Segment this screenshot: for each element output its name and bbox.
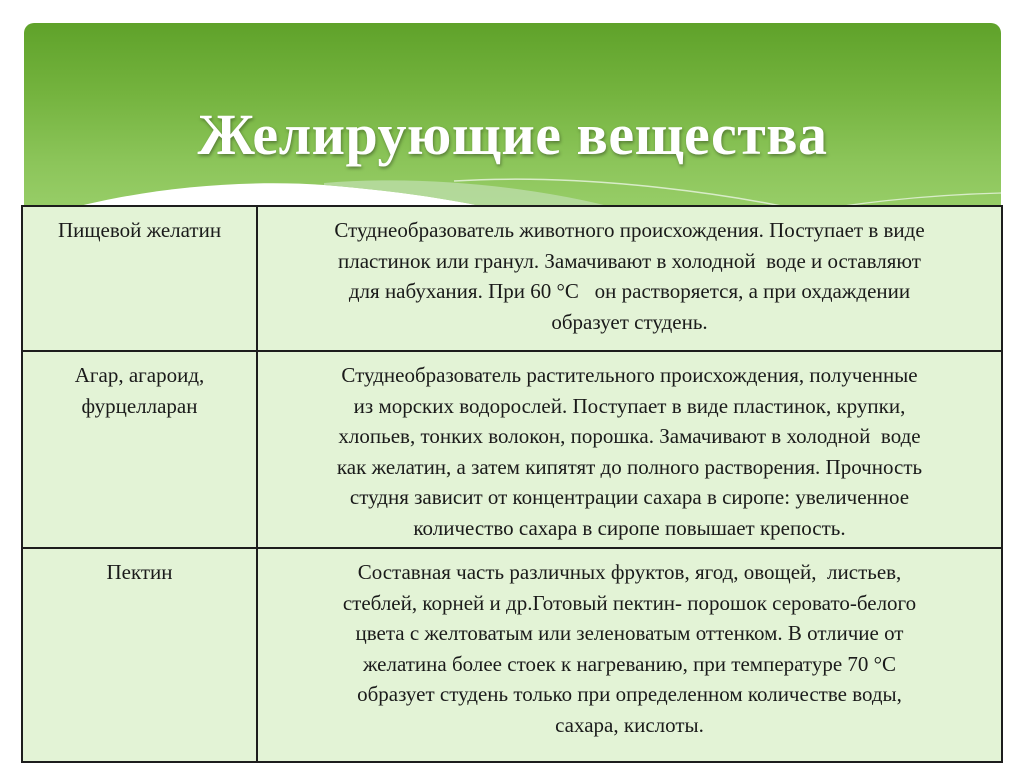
table-row [22, 351, 1002, 548]
gelling-agents-table [21, 205, 1003, 763]
description-line: образует студень только при определенном количестве воды, [357, 682, 902, 706]
description-line: количество сахара в сиропе повышает крепость. [413, 515, 846, 540]
agent-name-cell [22, 206, 257, 351]
slide-title: Желирующие вещества [197, 102, 828, 167]
agent-description-cell [257, 351, 1002, 548]
description-line: студня зависит от концентрации сахара в сиропе: увеличенное [349, 485, 910, 509]
title-banner [24, 23, 1001, 223]
description-line: как желатин, а затем кипятят до полного растворения. Прочность [336, 454, 923, 479]
description-line: хлопьев, тонких волокон, порошка. Замачивают в холодной воде [338, 424, 921, 448]
agent-description-cell [257, 206, 1002, 351]
description-line: Студнеобразователь растительного происхождения, полученные [341, 363, 918, 387]
agent-name-cell [22, 548, 257, 762]
description-line: Студнеобразователь животного происхождения. Поступает в виде [334, 218, 925, 242]
agent-name: Пектин [106, 560, 173, 584]
description-line: из морских водорослей. Поступает в виде пластинок, крупки, [353, 393, 906, 418]
agent-description-cell [257, 548, 1002, 762]
description-line: для набухания. При 60 °С он растворяется, а при охдаждении [348, 279, 911, 303]
description-line: стеблей, корней и др.Готовый пектин- порошок серовато-белого [342, 590, 917, 615]
agent-name: Агар, агароид, [74, 363, 205, 387]
description-line: образует студень. [551, 309, 708, 334]
description-line: Составная часть различных фруктов, ягод, овощей, листьев, [357, 560, 902, 584]
description-line: сахара, кислоты. [555, 712, 704, 737]
table-row [22, 206, 1002, 351]
table-row [22, 548, 1002, 762]
agent-name: Пищевой желатин [57, 218, 222, 242]
description-line: пластинок или гранул. Замачивают в холодной воде и оставляют [338, 248, 921, 273]
description-line: цвета с желтоватым или зеленоватым оттенком. В отличие от [355, 621, 904, 645]
agent-name: фурцелларан [81, 393, 198, 418]
description-line: желатина более стоек к нагреванию, при температуре 70 °С [362, 651, 897, 676]
agent-name-cell [22, 351, 257, 548]
